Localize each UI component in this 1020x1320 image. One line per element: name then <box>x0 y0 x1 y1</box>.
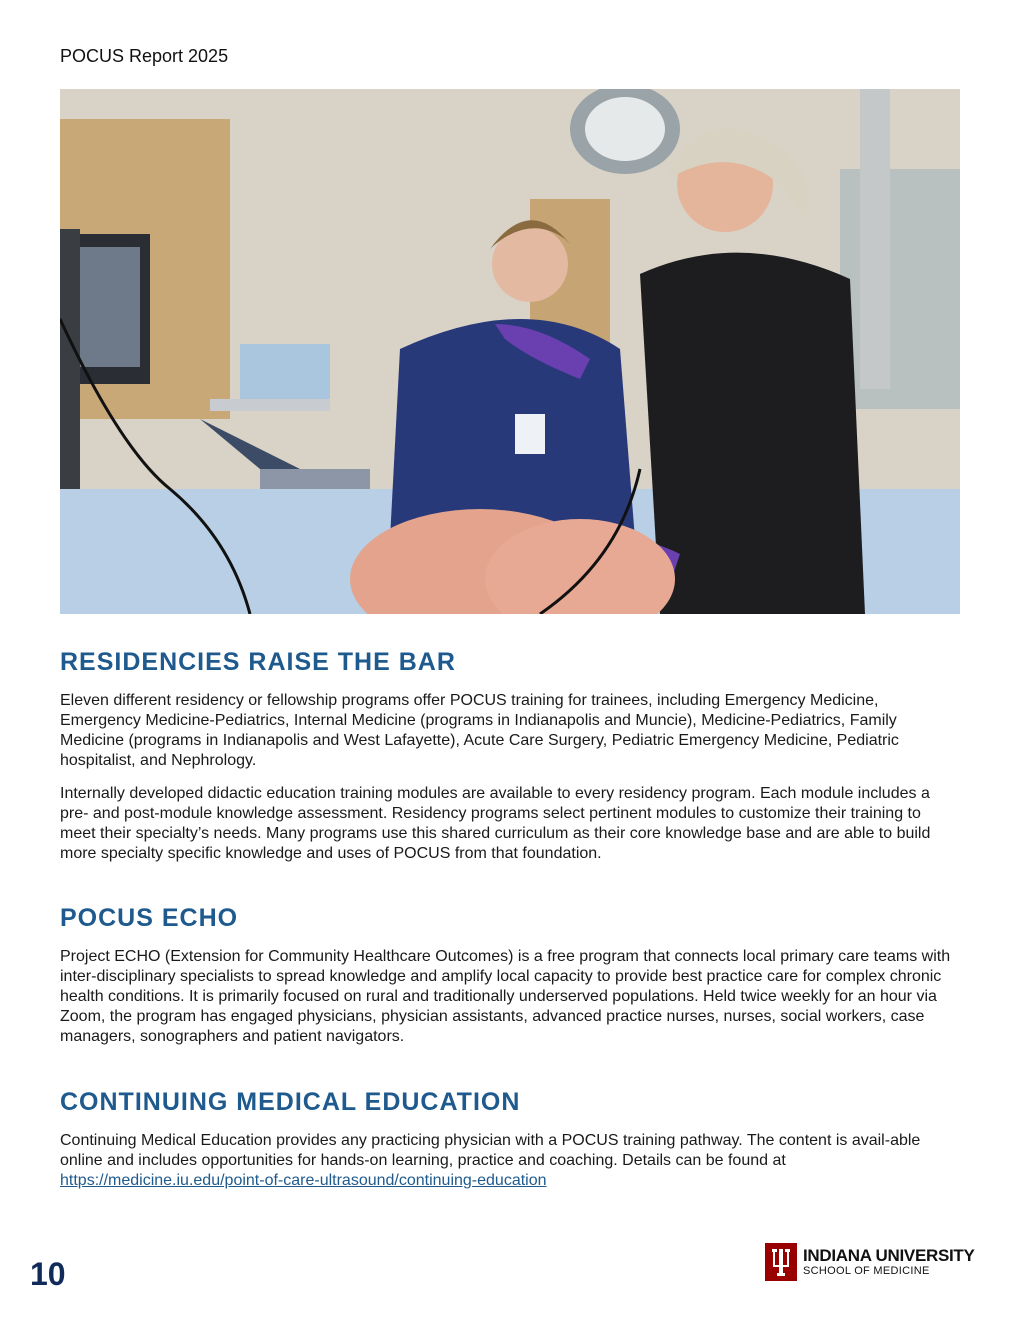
section-heading: POCUS ECHO <box>60 904 239 932</box>
page-number: 10 <box>30 1256 66 1292</box>
section-paragraph: Internally developed didactic education training modules are available to every residency program. Each module includes a pre- and post-module knowledge assessment. Residency programs select pertinent modules to customize their training to meet their specialty’s needs. Many programs use this shared curriculum as their core knowledge base and are able to build more specialty specific knowledge and uses of POCUS from that foundation. <box>60 785 931 862</box>
section-heading: RESIDENCIES RAISE THE BAR <box>60 648 456 676</box>
iu-logo <box>765 1243 975 1281</box>
logo-school: SCHOOL OF MEDICINE <box>803 1265 930 1277</box>
hero-photo <box>60 89 960 614</box>
section-paragraph <box>60 1131 960 1191</box>
report-title: POCUS Report 2025 <box>60 46 229 66</box>
cme-text: Continuing Medical Education provides any practicing physician with a POCUS training pathway. The content is avail-able online and includes opportunities for hands-on learning, practice and coaching. Details can be found at <box>60 1132 921 1169</box>
section-residencies <box>60 648 960 877</box>
iu-trident-icon <box>765 1243 797 1281</box>
cme-link[interactable]: https://medicine.iu.edu/point-of-care-ultrasound/continuing-education <box>60 1172 547 1189</box>
section-paragraph: Project ECHO (Extension for Community Healthcare Outcomes) is a free program that connects local primary care teams with inter-disciplinary specialists to spread knowledge and amplify local capacity to provide best practice care for complex chronic health conditions. It is primarily focused on rural and traditionally underserved populations. Held twice weekly for an hour via Zoom, the program has engaged physicians, physician assistants, advanced practice nurses, nurses, social workers, case managers, sonographers and patient navigators. <box>60 948 951 1045</box>
section-heading: CONTINUING MEDICAL EDUCATION <box>60 1088 521 1116</box>
section-cme <box>60 1088 960 1204</box>
section-pocus-echo <box>60 904 960 1060</box>
section-paragraph: Eleven different residency or fellowship programs offer POCUS training for trainees, including Emergency Medicine, Emergency Medicine-Pediatrics, Internal Medicine (programs in Indianapolis and Muncie), Medicine-Pediatrics, Family Medicine (programs in Indianapolis and West Lafayette), Acute Care Surgery, Pediatric Emergency Medicine, Pediatric hospitalist, and Nephrology. <box>60 692 899 769</box>
photo-illustration <box>60 89 960 614</box>
logo-name: INDIANA UNIVERSITY <box>803 1246 975 1265</box>
